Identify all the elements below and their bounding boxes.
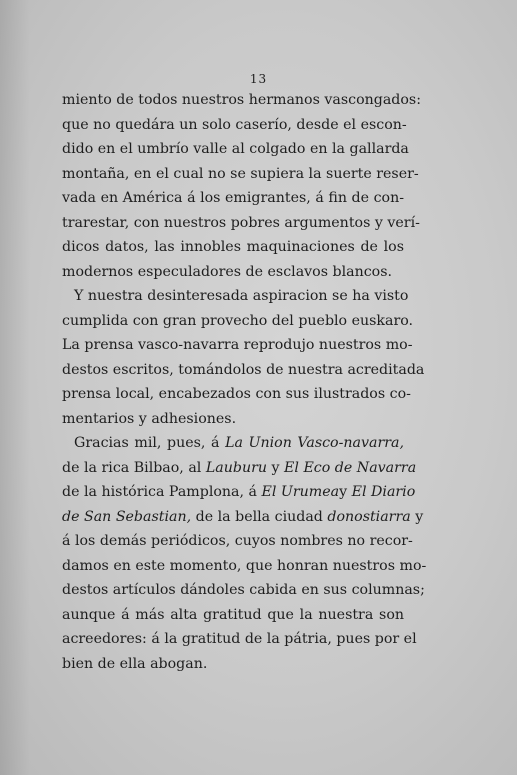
text-line: damos en este momento, que honran nuestros mo- bbox=[62, 557, 427, 574]
text-line: vada en América á los emigrantes, á fin de con- bbox=[62, 190, 404, 206]
text-line bbox=[62, 480, 416, 505]
text-line bbox=[62, 505, 424, 530]
newspaper-title: El Eco de Navarra bbox=[284, 459, 417, 476]
text-line: montaña, en el cual no se supiera la suerte reser- bbox=[62, 165, 419, 182]
text-line: miento de todos nuestros hermanos vascongados: bbox=[62, 92, 421, 108]
paragraph-3 bbox=[62, 431, 427, 676]
newspaper-title: El Diario bbox=[351, 484, 416, 500]
plain-fragment: Gracias mil, pues, á bbox=[74, 435, 226, 451]
newspaper-title: Lauburu bbox=[205, 459, 267, 476]
plain-fragment: de la rica Bilbao, al bbox=[62, 459, 206, 476]
text-line: destos escritos, tomándolos de nuestra acreditada bbox=[62, 361, 425, 378]
text-line: dido en el umbrío valle al colgado en la gallarda bbox=[62, 141, 409, 157]
text-line: Y nuestra desinteresada aspiracion se ha visto bbox=[74, 288, 409, 304]
paragraph-1 bbox=[62, 88, 421, 284]
newspaper-title: El Urumea bbox=[261, 484, 340, 500]
text-line: prensa local, encabezados con sus ilustrados co- bbox=[62, 386, 411, 402]
text-line: dicos datos, las innobles maquinaciones de los bbox=[62, 239, 404, 255]
newspaper-title: La Union Vasco-navarra, bbox=[225, 435, 404, 451]
page-gutter-shadow bbox=[0, 0, 30, 775]
text-line: acreedores: á la gratitud de la pátria, pues por el bbox=[62, 631, 417, 647]
text-line: bien de ella abogan. bbox=[62, 655, 208, 672]
city-adjective: donostiarra bbox=[327, 508, 411, 525]
text-line: destos artículos dándoles cabida en sus columnas; bbox=[62, 582, 425, 598]
body-text bbox=[62, 88, 427, 676]
text-line: mentarios y adhesiones. bbox=[62, 410, 237, 427]
newspaper-title: de San Sebastian, bbox=[62, 508, 192, 525]
plain-fragment: de la bella ciudad bbox=[191, 508, 328, 525]
plain-fragment: de la histórica Pamplona, á bbox=[62, 484, 262, 500]
text-line: cumplida con gran provecho del pueblo euskaro. bbox=[62, 312, 414, 329]
text-line: La prensa vasco-navarra reprodujo nuestros mo- bbox=[62, 337, 413, 353]
text-line: modernos especuladores de esclavos blancos. bbox=[62, 263, 392, 280]
page-number: 13 bbox=[249, 72, 268, 86]
paragraph-2 bbox=[62, 284, 425, 431]
text-line: que no quedára un solo caserío, desde el escon- bbox=[62, 116, 407, 133]
text-line: trarestar, con nuestros pobres argumentos y verí- bbox=[62, 214, 420, 231]
plain-fragment: y bbox=[267, 459, 285, 476]
text-line bbox=[62, 431, 404, 456]
text-line bbox=[62, 456, 417, 481]
plain-fragment: y bbox=[339, 484, 352, 500]
text-line: á los demás periódicos, cuyos nombres no recor- bbox=[62, 533, 413, 549]
text-line: aunque á más alta gratitud que la nuestra son bbox=[62, 606, 404, 623]
plain-fragment: y bbox=[410, 508, 424, 525]
